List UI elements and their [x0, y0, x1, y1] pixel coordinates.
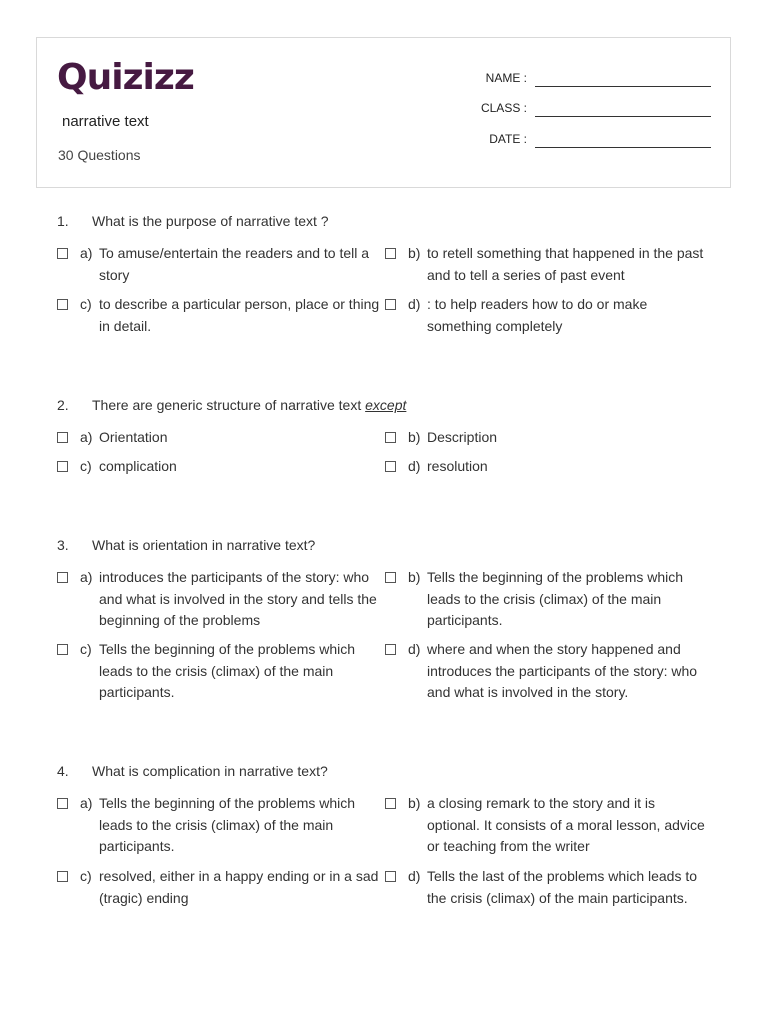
checkbox[interactable]: [57, 871, 68, 882]
option-letter: d): [408, 641, 421, 657]
question-text-main: There are generic structure of narrative text: [92, 397, 366, 413]
option-letter: d): [408, 458, 421, 474]
name-label: NAME :: [485, 71, 527, 85]
question-number: 1.: [57, 213, 69, 229]
question-4: [57, 763, 717, 906]
option-text: Tells the beginning of the problems which leads to the crisis (climax) of the main participants.: [99, 641, 356, 701]
option-text: complication: [99, 458, 177, 474]
option-text: : to help readers how to do or make something completely: [427, 296, 648, 334]
class-field[interactable]: [469, 101, 711, 121]
option-text: to describe a particular person, place or thing in detail.: [99, 296, 380, 334]
checkbox[interactable]: [57, 461, 68, 472]
worksheet-header: [36, 37, 731, 188]
date-label: DATE :: [489, 132, 527, 146]
option-letter: c): [80, 641, 92, 657]
question-text: [92, 397, 406, 413]
name-field[interactable]: [469, 71, 711, 91]
option-letter: d): [408, 868, 421, 884]
question-1: [57, 213, 717, 334]
checkbox[interactable]: [57, 644, 68, 655]
quiz-title: narrative text: [62, 113, 149, 130]
checkbox[interactable]: [385, 871, 396, 882]
option-letter: c): [80, 868, 92, 884]
option-text: Tells the beginning of the problems which leads to the crisis (climax) of the main participants.: [99, 795, 356, 855]
option-letter: b): [408, 245, 421, 261]
date-field[interactable]: [469, 132, 711, 152]
name-line: [535, 86, 711, 87]
date-line: [535, 147, 711, 148]
checkbox[interactable]: [385, 461, 396, 472]
option-text: introduces the participants of the story: who and what is involved in the story and tells the beginning of the problems: [99, 569, 377, 629]
option-text: where and when the story happened and introduces the participants of the story: who and what is involved in the story.: [427, 641, 698, 701]
checkbox[interactable]: [385, 248, 396, 259]
option-letter: a): [80, 429, 93, 445]
option-letter: b): [408, 795, 421, 811]
option-letter: b): [408, 569, 421, 585]
question-3: [57, 537, 717, 701]
quizizz-logo: Quizizz: [57, 57, 194, 98]
option-text: Orientation: [99, 429, 168, 445]
question-text: What is orientation in narrative text?: [92, 537, 316, 553]
question-emphasis: except: [365, 397, 407, 413]
question-count: 30 Questions: [58, 147, 141, 163]
checkbox[interactable]: [385, 798, 396, 809]
checkbox[interactable]: [57, 299, 68, 310]
checkbox[interactable]: [385, 432, 396, 443]
option-letter: a): [80, 795, 93, 811]
option-letter: c): [80, 296, 92, 312]
question-text: What is complication in narrative text?: [92, 763, 328, 779]
option-letter: a): [80, 245, 93, 261]
question-text: What is the purpose of narrative text ?: [92, 213, 329, 229]
option-text: Tells the last of the problems which leads to the crisis (climax) of the main participants.: [427, 868, 698, 906]
question-number: 3.: [57, 537, 69, 553]
option-text: to retell something that happened in the past and to tell a series of past event: [427, 245, 704, 283]
option-text: To amuse/entertain the readers and to tell a story: [99, 245, 370, 283]
option-text: a closing remark to the story and it is optional. It consists of a moral lesson, advice or teaching from the writer: [427, 795, 705, 855]
option-letter: d): [408, 296, 421, 312]
option-letter: c): [80, 458, 92, 474]
option-letter: a): [80, 569, 93, 585]
option-text: Tells the beginning of the problems which leads to the crisis (climax) of the main participants.: [427, 569, 684, 629]
checkbox[interactable]: [57, 572, 68, 583]
checkbox[interactable]: [57, 432, 68, 443]
class-line: [535, 116, 711, 117]
class-label: CLASS :: [480, 101, 527, 115]
checkbox[interactable]: [57, 798, 68, 809]
option-letter: b): [408, 429, 421, 445]
option-text: resolution: [427, 458, 488, 474]
checkbox[interactable]: [57, 248, 68, 259]
question-number: 4.: [57, 763, 69, 779]
question-number: 2.: [57, 397, 69, 413]
question-2: [57, 397, 717, 474]
checkbox[interactable]: [385, 572, 396, 583]
checkbox[interactable]: [385, 644, 396, 655]
option-text: resolved, either in a happy ending or in a sad (tragic) ending: [99, 868, 379, 906]
checkbox[interactable]: [385, 299, 396, 310]
option-text: Description: [427, 429, 498, 445]
